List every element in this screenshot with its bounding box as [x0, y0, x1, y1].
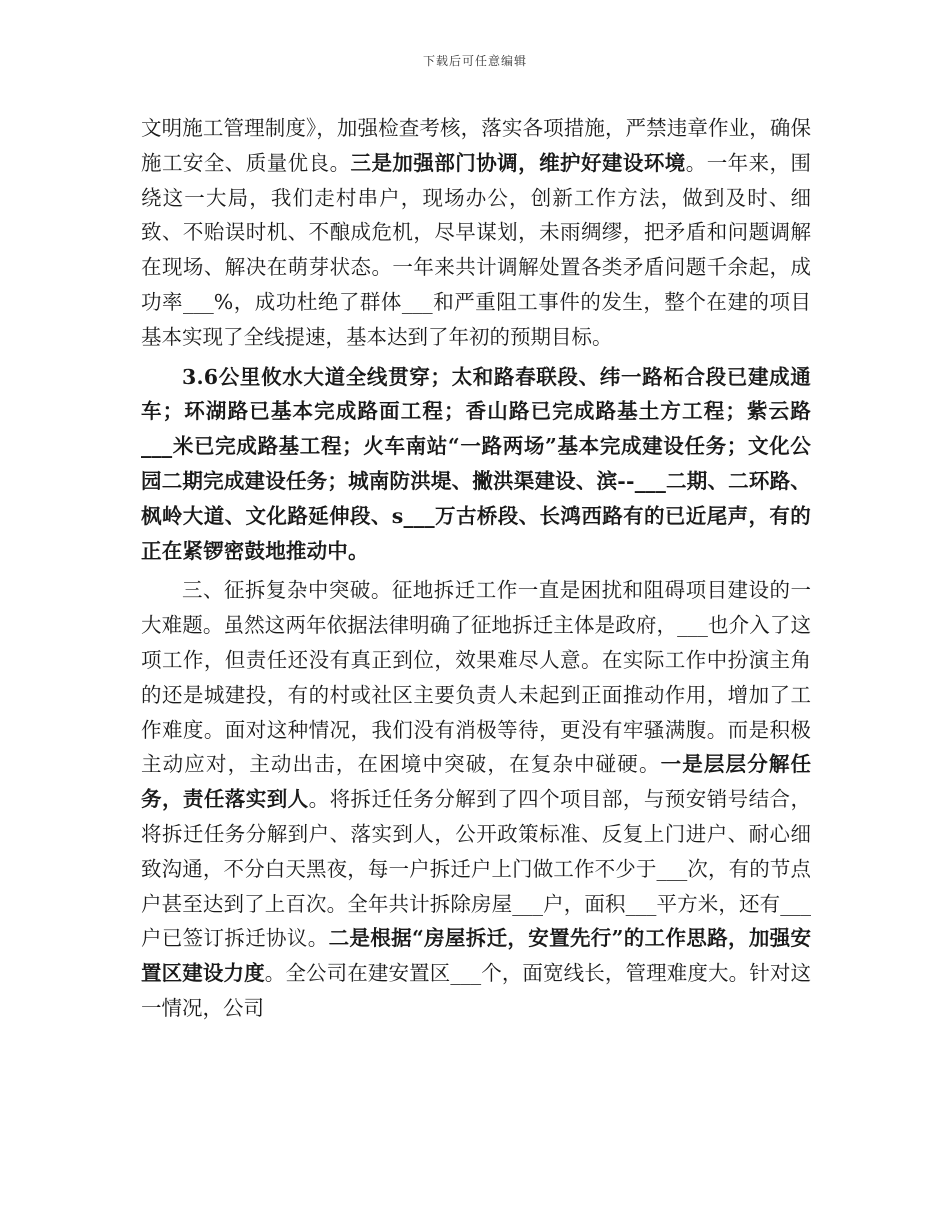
paragraph-3-text-b: 。将拆迁任务分解到了四个项目部，与预安销号结合，将拆迁任务分解到户、落实到人，公开政策标准、反复上门进户、耐心细致沟通，不分白天黑夜，每一户拆迁户上门做工作不少于___次，有的节点户甚至达到了上百次。全年共计拆除房屋___户，面积___平方米，还有___户已签订拆迁协议。	[141, 787, 812, 951]
paragraph-1	[141, 111, 811, 355]
document-body	[141, 111, 811, 1031]
paragraph-3-bold-heading-2: 二是根据“房屋拆迁，安置先行”的工作思路，加强安置区建设力度	[141, 926, 811, 986]
page-header: 下载后可任意编辑	[422, 54, 527, 68]
paragraph-1-text-b: 。一年来，围绕这一大局，我们走村串户，现场办公，创新工作方法，做到及时、细致、不贻误时机、不酿成危机，尽早谋划，未雨绸缪，把矛盾和问题调解在现场、解决在萌芽状态。一年来共计调解处置各类矛盾问题千余起，成功率___%，成功杜绝了群体___和严重阻工事件的发生，整个在建的项目基本实现了全线提速，基本达到了年初的预期目标。	[141, 150, 812, 349]
paragraph-1-bold-heading: 三是加强部门协调，维护好建设环境	[350, 150, 686, 175]
paragraph-2: 3.6公里攸水大道全线贯穿；太和路春联段、纬一路柘合段已建成通车；环湖路已基本完成路面工程；香山路已完成路基土方工程；紫云路___米已完成路基工程；火车南站“一路两场”基本完成建设任务；文化公园二期完成建设任务；城南防洪堤、撇洪渠建设、滨--___二期、二环路、枫岭大道、文化路延伸段、s___万古桥段、长鸿西路有的已近尾声，有的正在紧锣密鼓地推动中。	[141, 364, 811, 563]
paragraph-3	[141, 573, 811, 1025]
paragraph-3-bold-heading-1: 一是层层分解任务，责任落实到人	[141, 752, 812, 812]
paragraph-3-text-c: 。全公司在建安置区___个，面宽线长，管理难度大。针对这一情况，公司	[141, 961, 812, 1020]
paragraph-3-text-a: 三、征拆复杂中突破。征地拆迁工作一直是困扰和阻碍项目建设的一大难题。虽然这两年依据法律明确了征地拆迁主体是政府，___也介入了这项工作，但责任还没有真正到位，效果难尽人意。在实际工作中扮演主角的还是城建投，有的村或社区主要负责人未起到正面推动作用，增加了工作难度。面对这种情况，我们没有消极等待，更没有牢骚满腹。而是积极主动应对，主动出击，在困境中突破，在复杂中碰硬。	[141, 578, 811, 777]
paragraph-1-text-a: 文明施工管理制度》，加强检查考核，落实各项措施，严禁违章作业，确保施工安全、质量优良。	[141, 116, 811, 175]
